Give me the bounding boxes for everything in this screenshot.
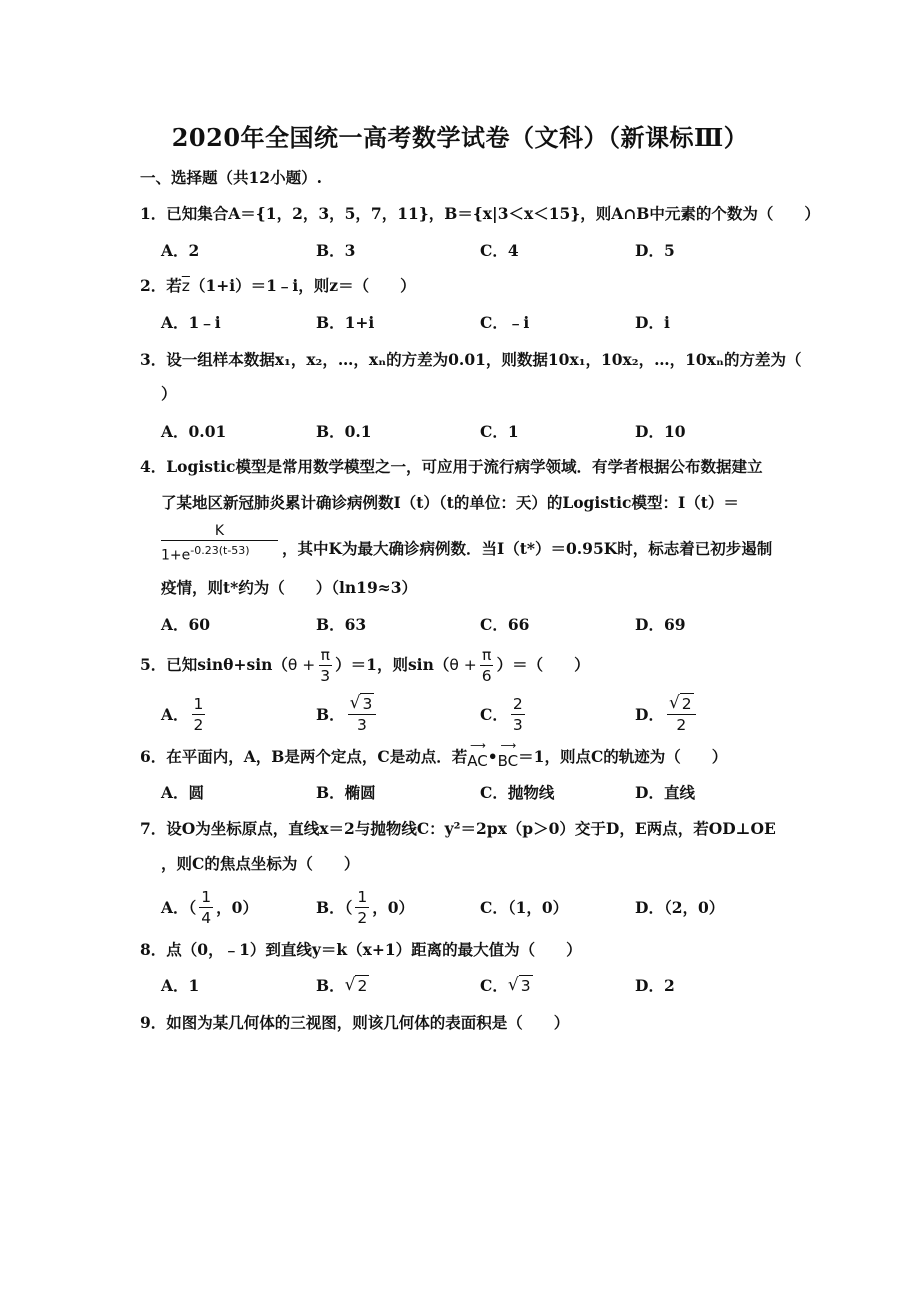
q7-option-c: C．（1，0） <box>480 898 569 917</box>
q3-option-d: D．10 <box>635 422 686 441</box>
q5-pi-2: π <box>482 645 492 664</box>
q7-a-post: ，0） <box>216 898 258 917</box>
q8-b-label: B． <box>316 976 345 995</box>
q4-option-c: C．66 <box>480 615 530 634</box>
q8-option-a: A．1 <box>161 976 200 995</box>
exam-title: 2020年全国统一高考数学试卷（文科）（新课标Ⅲ） <box>171 123 749 152</box>
q7-a-num: 1 <box>201 887 212 906</box>
q3-option-a: A．0.01 <box>161 422 227 441</box>
q3-option-b: B．0.1 <box>316 422 372 441</box>
q5-a-den: 2 <box>193 715 204 734</box>
question-4-stem-line2: 了某地区新冠肺炎累计确诊病例数I（t）（t的单位：天）的Logistic模型：I（t）＝ <box>161 493 739 512</box>
q8-c-label: C． <box>480 976 508 995</box>
formula-denominator <box>161 541 278 566</box>
q5-option-d <box>635 692 699 736</box>
q8-c-radicand: 3 <box>520 976 531 995</box>
q3-option-c: C．1 <box>480 422 519 441</box>
vector-bc-label: BC <box>497 752 519 770</box>
q5-option-c-fraction <box>511 694 525 735</box>
q5-option-b-label: B． <box>316 705 345 724</box>
q5-option-c-label: C． <box>480 705 508 724</box>
q4-option-d: D．69 <box>635 615 686 634</box>
question-4-stem-line1: 4．Logistic模型是常用数学模型之一，可应用于流行病学领域．有学者根据公布数据建立 <box>140 457 763 476</box>
question-9-stem: 9．如图为某几何体的三视图，则该几何体的表面积是（ ） <box>140 1013 570 1032</box>
q7-b-num: 1 <box>357 887 368 906</box>
q5-c-den: 3 <box>512 715 523 734</box>
q5-option-a <box>161 692 208 736</box>
question-6-stem <box>140 739 790 770</box>
q2-zbar: $\overline{z}$ <box>181 277 190 295</box>
question-2-stem <box>140 275 790 297</box>
question-4-stem-line4: 疫情，则t*约为（ ）（ln19≈3） <box>161 578 418 597</box>
vector-ac-label: AC <box>467 752 488 770</box>
formula-den-exponent: -0.23(t-53) <box>190 544 250 557</box>
question-7-stem-line1: 7．设O为坐标原点，直线x＝2与抛物线C：y²＝2px（p＞0）交于D，E两点，若OD⊥OE <box>140 819 776 838</box>
logistic-formula <box>161 522 278 566</box>
sqrt-symbol: √ 2 <box>668 693 692 713</box>
q6-post: ＝1，则点C的轨迹为（ ） <box>518 747 728 766</box>
question-3-stem-line1: 3．设一组样本数据x₁，x₂，…，xₙ的方差为0.01，则数据10x₁，10x₂，…，10xₙ的方差为（ <box>140 350 802 369</box>
q5-six: 6 <box>481 666 492 685</box>
sqrt-symbol: √ 2 <box>344 974 368 995</box>
q5-d-num <box>667 693 696 715</box>
q5-c-num: 2 <box>512 694 523 713</box>
q7-b-pre: B．（ <box>316 898 353 917</box>
q5-option-d-fraction <box>667 693 696 735</box>
q5-pi-over-6 <box>480 645 494 686</box>
q2-option-c: C．﹣i <box>480 313 530 332</box>
q5-option-b <box>316 692 379 736</box>
q5-d-den: 2 <box>676 716 687 734</box>
q6-pre: 6．在平面内，A，B是两个定点，C是动点．若 <box>140 747 468 766</box>
question-7-options <box>161 885 781 929</box>
q5-b-num <box>348 693 377 715</box>
question-6-options <box>161 774 781 810</box>
q5-option-a-fraction <box>192 694 206 735</box>
q2-number: 2．若 <box>140 276 182 295</box>
q2-option-a: A．1﹣i <box>161 313 221 332</box>
q4-option-b: B．63 <box>316 615 367 634</box>
question-7-stem-line2: ，则C的焦点坐标为（ ） <box>161 854 360 873</box>
q7-option-d: D．（2，0） <box>635 898 725 917</box>
vector-ac: ⟶ AC <box>467 739 488 770</box>
q1-option-d: D．5 <box>635 241 675 260</box>
formula-numerator: K <box>214 523 225 539</box>
q5-option-a-label: A． <box>161 705 189 724</box>
section-heading: 一、选择题（共12小题）. <box>140 168 322 187</box>
q5-theta-2: θ + <box>449 656 477 674</box>
q5-three: 3 <box>320 666 331 685</box>
q7-option-b <box>316 885 414 929</box>
q1-option-a: A．2 <box>161 241 200 260</box>
q5-post: ）＝（ ） <box>496 655 590 674</box>
question-4-options <box>161 606 781 642</box>
q1-option-c: C．4 <box>480 241 519 260</box>
q6-dot: • <box>487 747 498 766</box>
question-1-stem: 1．已知集合A＝{1，2，3，5，7，11}，B＝{x|3＜x＜15}，则A∩B中元素的个数为（ ） <box>140 204 820 223</box>
q5-pi-1: π <box>320 645 330 664</box>
q6-option-c: C．抛物线 <box>480 783 555 802</box>
question-3-stem-line2: ） <box>161 384 177 403</box>
sqrt-symbol: √ 3 <box>507 974 531 995</box>
q8-b-radicand: 2 <box>357 976 368 995</box>
q6-option-b: B．椭圆 <box>316 783 376 802</box>
q5-option-d-label: D． <box>635 705 664 724</box>
formula-den-base: 1+e <box>161 547 191 564</box>
q7-b-post: ，0） <box>372 898 415 917</box>
q5-mid: ）＝1，则sin（ <box>335 655 450 674</box>
q5-b-radicand: 3 <box>362 695 373 713</box>
q8-option-c <box>480 967 533 1003</box>
q7-a-fraction <box>199 887 213 928</box>
q5-a-num: 1 <box>193 694 204 713</box>
q5-b-den: 3 <box>357 716 367 734</box>
q4-option-a: A．60 <box>161 615 211 634</box>
q5-theta: θ + <box>287 656 316 674</box>
question-4-stem-line3: ，其中K为最大确诊病例数．当I（t*）＝0.95K时，标志着已初步遏制 <box>282 539 773 558</box>
q5-d-radicand: 2 <box>681 695 692 713</box>
question-5-options <box>161 692 781 736</box>
q1-option-b: B．3 <box>316 241 356 260</box>
q8-option-b <box>316 967 369 1003</box>
q5-pi-over-3 <box>318 645 332 686</box>
q7-b-den: 2 <box>357 908 368 927</box>
q7-a-den: 4 <box>201 908 212 927</box>
q6-option-a: A．圆 <box>161 783 205 802</box>
q7-option-a <box>161 885 258 929</box>
q5-option-b-fraction <box>348 693 377 735</box>
q2-option-b: B．1+i <box>316 313 375 332</box>
question-8-options <box>161 967 781 1003</box>
q5-option-c <box>480 692 528 736</box>
q2-rest: （1+i）＝1﹣i，则z＝（ ） <box>189 276 416 295</box>
q5-pre: 5．已知sinθ+sin（ <box>140 655 288 674</box>
question-1-options <box>161 232 781 268</box>
question-5-stem <box>140 643 790 687</box>
q8-option-d: D．2 <box>635 976 675 995</box>
q2-option-d: D．i <box>635 313 670 332</box>
vector-bc: ⟶ BC <box>497 739 519 770</box>
question-8-stem: 8．点（0，﹣1）到直线y＝k（x+1）距离的最大值为（ ） <box>140 940 582 959</box>
question-2-options <box>161 304 781 340</box>
q7-b-fraction <box>355 887 369 928</box>
question-3-options <box>161 413 781 449</box>
q7-a-pre: A．（ <box>161 898 197 917</box>
sqrt-symbol: √ 3 <box>349 693 373 713</box>
q6-option-d: D．直线 <box>635 783 695 802</box>
